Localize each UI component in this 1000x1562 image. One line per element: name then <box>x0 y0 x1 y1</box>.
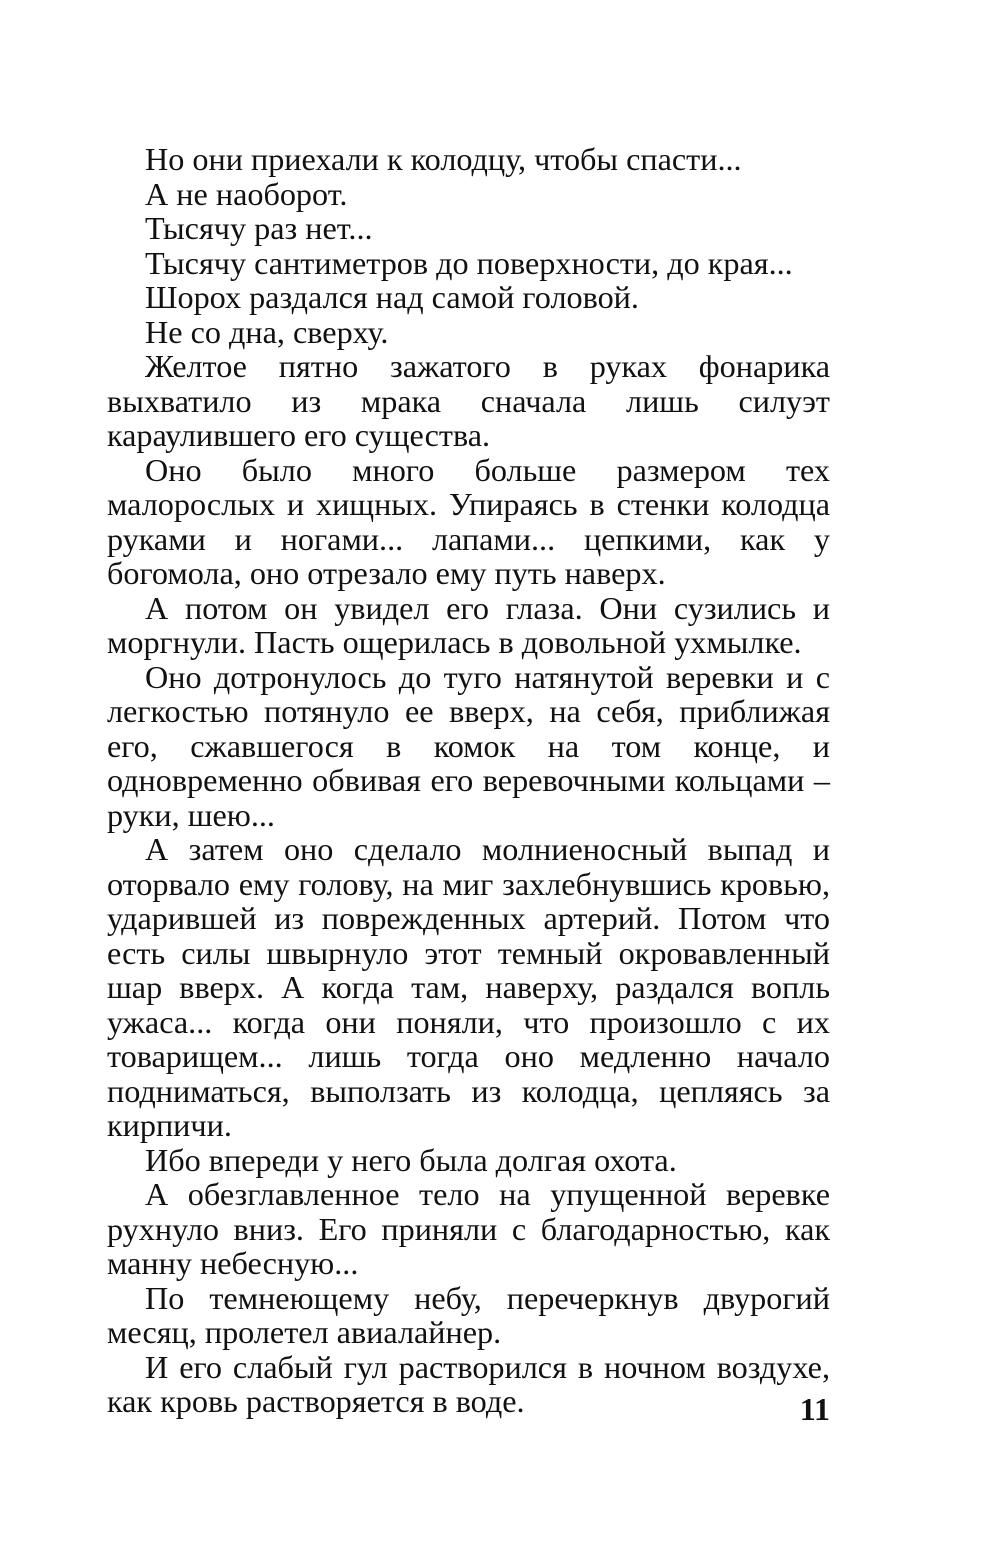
body-text <box>107 142 830 1419</box>
paragraph: Тысячу раз нет... <box>145 210 373 246</box>
paragraph: И его слабый гул растворился в ночном воздухе, как кровь растворяется в воде. <box>107 1348 830 1419</box>
paragraph: Оно дотронулось до туго натянутой веревки и с легкостью потянуло ее вверх, на себя, приближая его, сжавшегося в комок на том конце, и одновременно обвивая его веревочными кольцами – руки, шею... <box>107 658 830 833</box>
page-number: 11 <box>799 1391 830 1427</box>
paragraph: А затем оно сделало молниеносный выпад и оторвало ему голову, на миг захлебнувшись кровью, ударившей из поврежденных артерий. Потом что есть силы швырнуло этот темный окровавленный шар вверх. А когда там, наверху, раздался вопль ужаса... когда они поняли, что произошло с их товарищем... лишь тогда оно медленно начало подниматься, выползать из колодца, цепляясь за кирпичи. <box>107 831 830 1143</box>
paragraph: По темнеющему небу, перечеркнув двурогий месяц, пролетел авиалайнер. <box>107 1279 830 1350</box>
paragraph: А потом он увидел его глаза. Они сузились и моргнули. Пасть ощерилась в довольной ухмылке. <box>107 589 830 660</box>
paragraph: Шорох раздался над самой головой. <box>145 279 639 315</box>
paragraph: Ибо впереди у него была долгая охота. <box>145 1141 677 1178</box>
paragraph: А не наоборот. <box>145 175 348 212</box>
paragraph: А обезглавленное тело на упущенной веревке рухнуло вниз. Его приняли с благодарностью, как манну небесную... <box>107 1176 830 1281</box>
paragraph: Оно было много больше размером тех малорослых и хищных. Упираясь в стенки колодца руками и ногами... лапами... цепкими, как у богомола, оно отрезало ему путь наверх. <box>107 451 830 591</box>
paragraph: Желтое пятно зажатого в руках фонарика выхватило из мрака сначала лишь силуэт караулившего его существа. <box>107 348 830 453</box>
paragraph: Но они приехали к колодцу, чтобы спасти... <box>145 141 742 177</box>
paragraph: Не со дна, сверху. <box>145 313 389 350</box>
paragraph: Тысячу сантиметров до поверхности, до края... <box>145 244 793 281</box>
